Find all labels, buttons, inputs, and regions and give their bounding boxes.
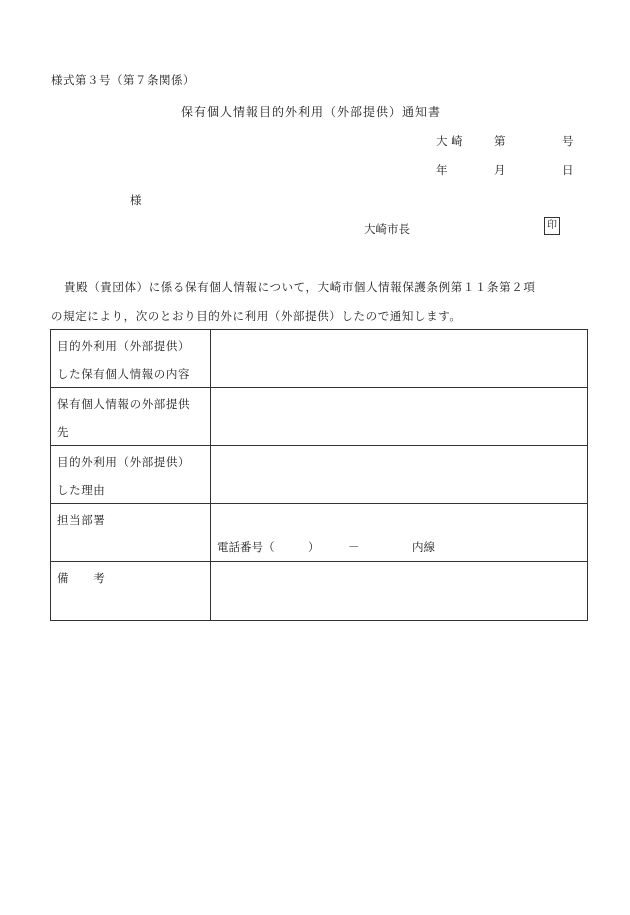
- row-value-cell[interactable]: [211, 388, 588, 446]
- row-label-line-1: 保有個人情報の外部提供: [57, 397, 191, 411]
- date-year: 年: [436, 163, 448, 177]
- phone-extension-label: 内線: [412, 540, 435, 554]
- row-label-cell: [51, 330, 211, 388]
- row-label-line-1: 担当部署: [57, 513, 106, 527]
- row-value-cell[interactable]: [211, 562, 588, 621]
- table-row: [51, 504, 588, 562]
- row-label-line-2: した保有個人情報の内容: [57, 367, 191, 381]
- phone-dash: －: [348, 540, 360, 554]
- row-label-cell: [51, 446, 211, 504]
- sender-name: 大崎市長: [364, 222, 410, 236]
- body-text-line-1: 貴殿（貴団体）に係る保有個人情報について，大崎市個人情報保護条例第１１条第２項: [64, 280, 536, 294]
- reference-go: 号: [562, 134, 574, 148]
- table-row: [51, 562, 588, 621]
- date-day: 日: [562, 163, 574, 177]
- row-label-cell: [51, 388, 211, 446]
- table-row: [51, 446, 588, 504]
- phone-close-paren: ）: [308, 540, 320, 554]
- row-label-line-2: した理由: [57, 483, 106, 497]
- table-row: [51, 388, 588, 446]
- body-text-line-2: の規定により，次のとおり目的外に利用（外部提供）したので通知します。: [51, 309, 462, 323]
- addressee-suffix: 様: [130, 193, 142, 207]
- seal-mark: 印: [544, 217, 560, 235]
- row-label-line-1: 備 考: [57, 571, 106, 585]
- notice-table: [50, 329, 588, 621]
- row-value-cell[interactable]: [211, 504, 588, 562]
- reference-org: 大 崎: [436, 134, 463, 148]
- row-label-line-2: 先: [57, 425, 70, 439]
- table-row: [51, 330, 588, 388]
- form-number: 様式第３号（第７条関係）: [51, 73, 195, 87]
- row-label-cell: [51, 562, 211, 621]
- row-label-cell: [51, 504, 211, 562]
- reference-dai: 第: [494, 134, 506, 148]
- phone-label: 電話番号（: [217, 540, 275, 554]
- date-month: 月: [494, 163, 506, 177]
- document-title: 保有個人情報目的外利用（外部提供）通知書: [181, 105, 442, 119]
- row-label-line-1: 目的外利用（外部提供）: [57, 339, 191, 353]
- row-label-line-1: 目的外利用（外部提供）: [57, 455, 191, 469]
- row-value-cell[interactable]: [211, 330, 588, 388]
- row-value-cell[interactable]: [211, 446, 588, 504]
